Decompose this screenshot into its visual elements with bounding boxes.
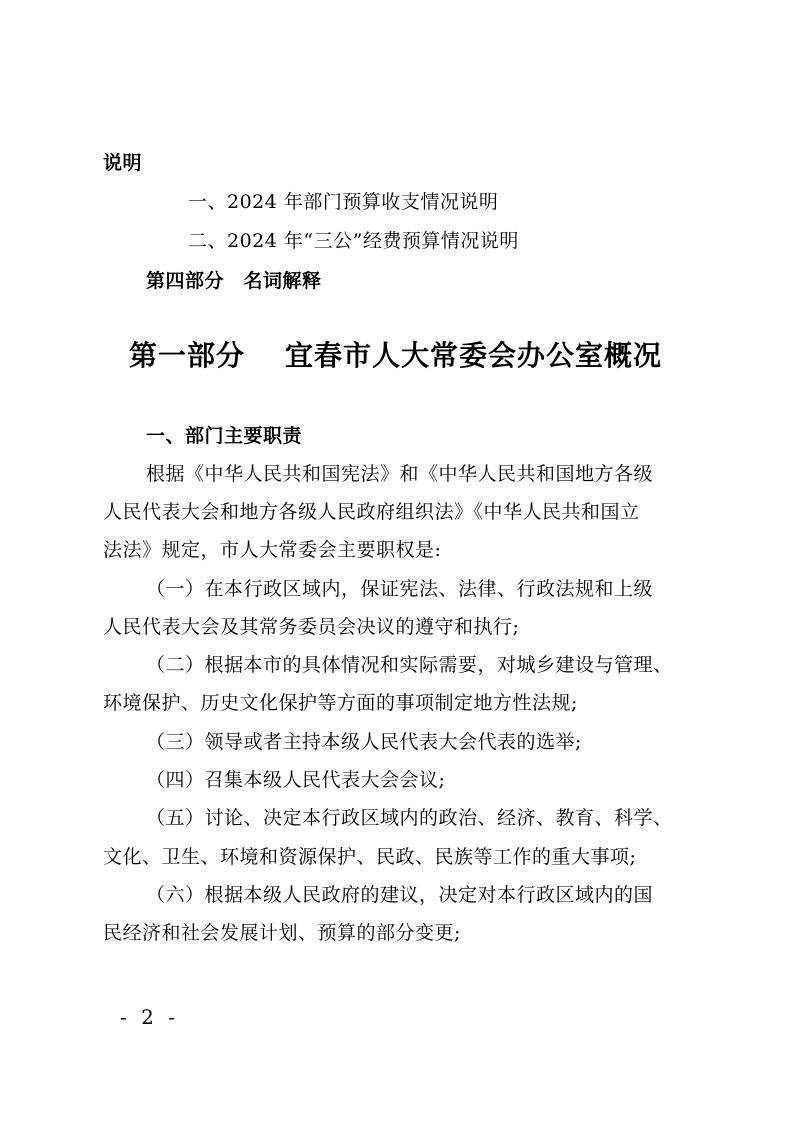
toc-item: 二、2024 年“三公”经费预算情况说明: [188, 230, 519, 252]
body-line: （五）讨论、决定本行政区域内的政治、经济、教育、科学、: [146, 807, 673, 829]
page-title-name: 宜春市人大常委会办公室概况: [285, 339, 663, 372]
body-line: （六）根据本级人民政府的建议，决定对本行政区域内的国: [146, 884, 654, 906]
body-line: 根据《中华人民共和国宪法》和《中华人民共和国地方各级: [146, 463, 654, 485]
body-line: 民经济和社会发展计划、预算的部分变更;: [103, 922, 461, 944]
body-line: 人民代表大会及其常务委员会决议的遵守和执行;: [103, 616, 520, 638]
body-line: 环境保护、历史文化保护等方面的事项制定地方性法规;: [103, 692, 578, 714]
page-title: [129, 338, 662, 374]
body-line: （一）在本行政区域内，保证宪法、法律、行政法规和上级: [146, 578, 654, 600]
body-line: 法法》规定，市人大常委会主要职权是:: [103, 539, 442, 561]
toc-item: 一、2024 年部门预算收支情况说明: [188, 191, 499, 213]
body-line: （二）根据本市的具体情况和实际需要，对城乡建设与管理、: [146, 654, 673, 676]
section-heading: 一、部门主要职责: [146, 425, 303, 447]
body-line: 文化、卫生、环境和资源保护、民政、民族等工作的重大事项;: [103, 846, 637, 868]
toc-part4: 第四部分 名词解释: [146, 270, 322, 292]
body-line: （三）领导或者主持本级人民代表大会代表的选举;: [146, 731, 582, 753]
toc-heading: 说明: [103, 152, 143, 174]
page-number: - 2 -: [120, 1005, 179, 1029]
body-line: （四）召集本级人民代表大会会议;: [146, 769, 446, 791]
page-title-part: 第一部分: [129, 339, 246, 372]
body-line: 人民代表大会和地方各级人民政府组织法》《中华人民共和国立: [103, 501, 640, 523]
